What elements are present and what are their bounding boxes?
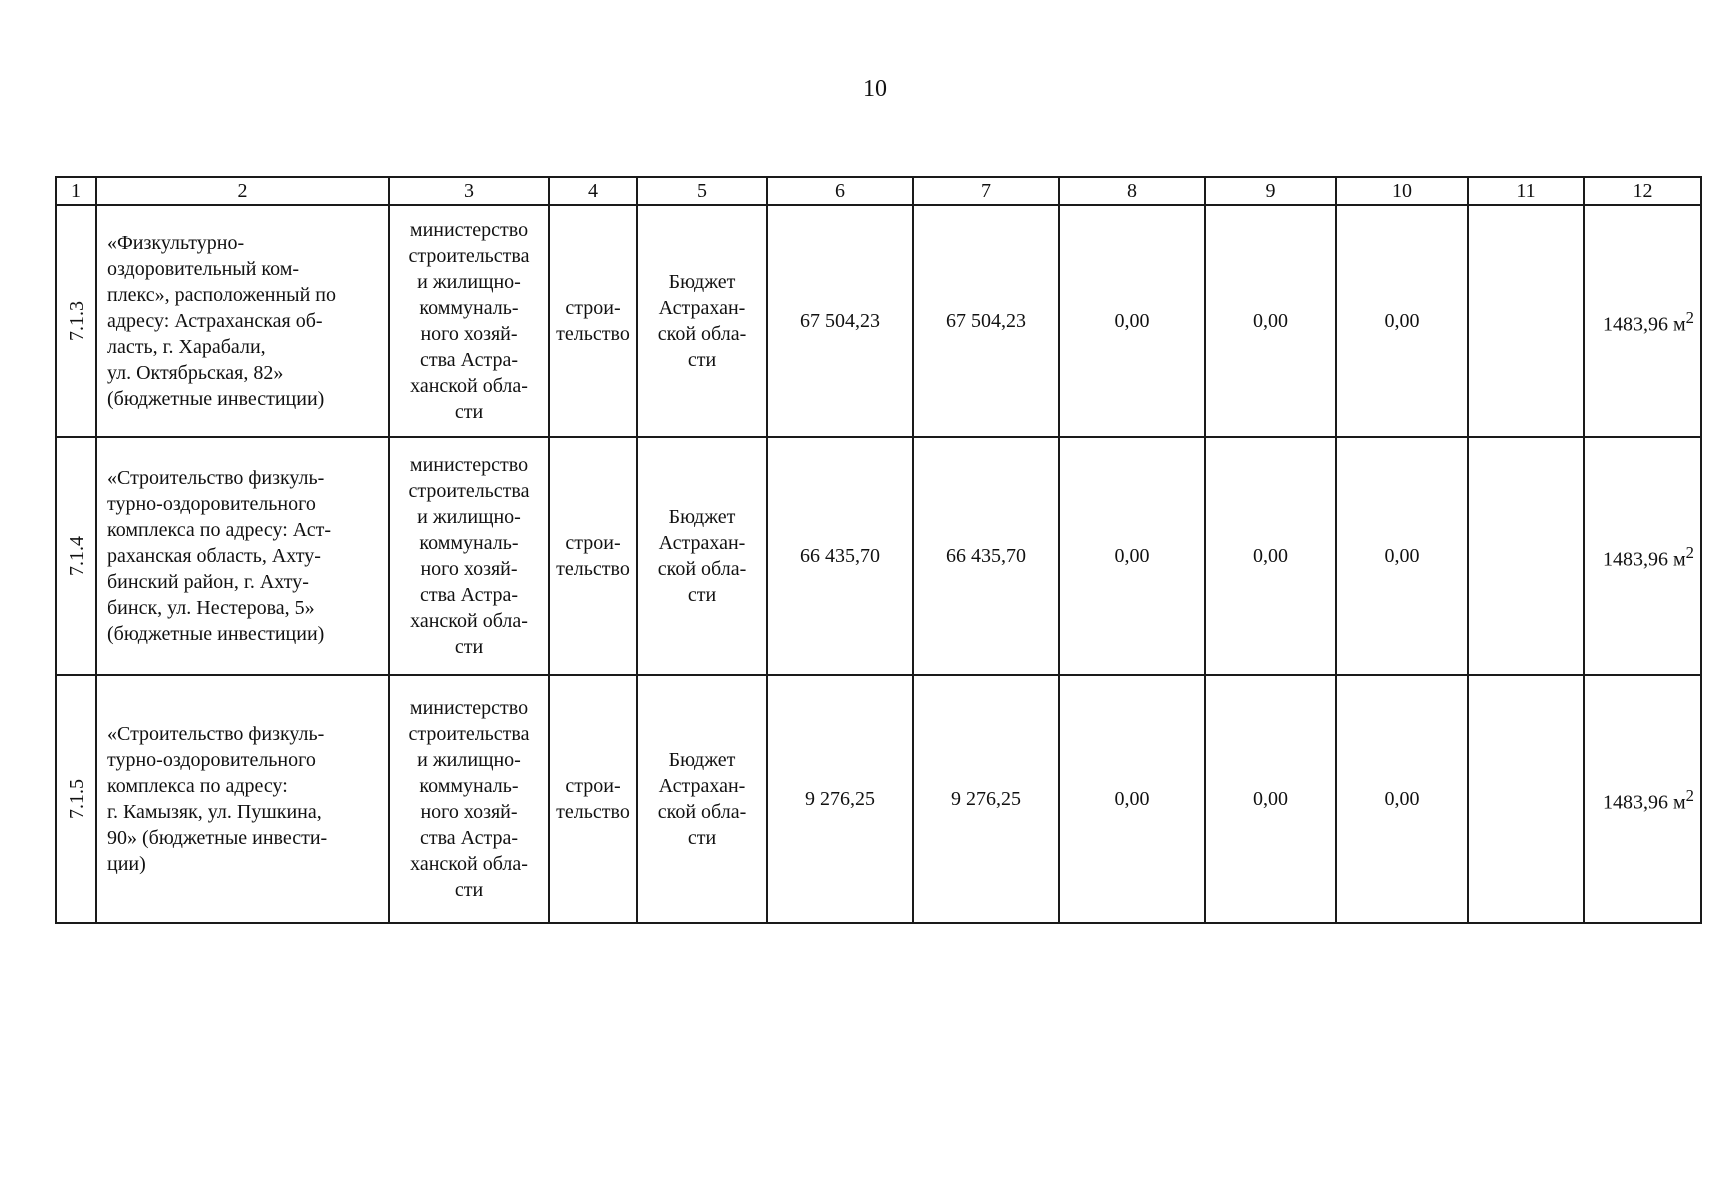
capacity-cell xyxy=(1584,437,1701,675)
object-name-cell: «Строительство физкуль- турно-оздоровительного комплекса по адресу: г. Камызяк, ул. Пушкина, 90» (бюджетные инвести- ции) xyxy=(96,675,389,923)
amount-cell-7: 66 435,70 xyxy=(913,437,1059,675)
capacity-cell xyxy=(1584,205,1701,437)
header-cell: 9 xyxy=(1205,177,1336,205)
amount-cell-9: 0,00 xyxy=(1205,205,1336,437)
header-cell: 1 xyxy=(56,177,96,205)
capacity-cell xyxy=(1584,675,1701,923)
row-number: 7.1.4 xyxy=(66,536,88,576)
header-cell: 3 xyxy=(389,177,549,205)
page-number: 10 xyxy=(863,76,887,102)
table-row xyxy=(56,675,1701,923)
object-name-cell: «Строительство физкуль- турно-оздоровительного комплекса по адресу: Аст- раханская область, Ахту- бинский район, г. Ахту- бинск, ул. Нестерова, 5» (бюджетные инвестиции) xyxy=(96,437,389,675)
amount-cell-10: 0,00 xyxy=(1336,437,1468,675)
header-cell: 6 xyxy=(767,177,913,205)
amount-cell-9: 0,00 xyxy=(1205,437,1336,675)
funding-source-cell: Бюджет Астрахан- ской обла- сти xyxy=(637,675,767,923)
amount-cell-10: 0,00 xyxy=(1336,205,1468,437)
header-cell: 2 xyxy=(96,177,389,205)
amount-cell-6: 66 435,70 xyxy=(767,437,913,675)
amount-cell-6: 9 276,25 xyxy=(767,675,913,923)
amount-cell-7: 9 276,25 xyxy=(913,675,1059,923)
capacity-unit-exponent: 2 xyxy=(1685,785,1694,805)
investment-table xyxy=(55,176,1702,924)
header-cell: 7 xyxy=(913,177,1059,205)
capacity-unit-exponent: 2 xyxy=(1685,542,1694,562)
amount-cell-10: 0,00 xyxy=(1336,675,1468,923)
header-cell: 11 xyxy=(1468,177,1584,205)
row-number-cell xyxy=(56,205,96,437)
amount-cell-8: 0,00 xyxy=(1059,205,1205,437)
capacity-value: 1483,96 м xyxy=(1603,791,1686,814)
customer-cell: министерство строительства и жилищно- коммуналь- ного хозяй- ства Астра- ханской обла- сти xyxy=(389,437,549,675)
work-type-cell: строи- тельство xyxy=(549,675,637,923)
header-cell: 12 xyxy=(1584,177,1701,205)
funding-source-cell: Бюджет Астрахан- ской обла- сти xyxy=(637,437,767,675)
header-cell: 5 xyxy=(637,177,767,205)
capacity-unit-exponent: 2 xyxy=(1685,307,1694,327)
header-cell: 8 xyxy=(1059,177,1205,205)
table-row xyxy=(56,437,1701,675)
amount-cell-7: 67 504,23 xyxy=(913,205,1059,437)
customer-cell: министерство строительства и жилищно- коммуналь- ного хозяй- ства Астра- ханской обла- сти xyxy=(389,675,549,923)
row-number-cell xyxy=(56,675,96,923)
capacity-value: 1483,96 м xyxy=(1603,313,1686,336)
work-type-cell: строи- тельство xyxy=(549,205,637,437)
object-name-cell: «Физкультурно- оздоровительный ком- плекс», расположенный по адресу: Астраханская об- ласть, г. Харабали, ул. Октябрьская, 82» (бюджетные инвестиции) xyxy=(96,205,389,437)
work-type-cell: строи- тельство xyxy=(549,437,637,675)
amount-cell-9: 0,00 xyxy=(1205,675,1336,923)
table-row xyxy=(56,205,1701,437)
empty-cell-11 xyxy=(1468,675,1584,923)
amount-cell-8: 0,00 xyxy=(1059,437,1205,675)
funding-source-cell: Бюджет Астрахан- ской обла- сти xyxy=(637,205,767,437)
header-cell: 10 xyxy=(1336,177,1468,205)
amount-cell-6: 67 504,23 xyxy=(767,205,913,437)
row-number: 7.1.5 xyxy=(66,779,88,819)
row-number-cell xyxy=(56,437,96,675)
header-cell: 4 xyxy=(549,177,637,205)
row-number: 7.1.3 xyxy=(66,301,88,341)
customer-cell: министерство строительства и жилищно- коммуналь- ного хозяй- ства Астра- ханской обла- сти xyxy=(389,205,549,437)
header-row xyxy=(56,177,1701,205)
capacity-value: 1483,96 м xyxy=(1603,548,1686,571)
empty-cell-11 xyxy=(1468,437,1584,675)
empty-cell-11 xyxy=(1468,205,1584,437)
amount-cell-8: 0,00 xyxy=(1059,675,1205,923)
